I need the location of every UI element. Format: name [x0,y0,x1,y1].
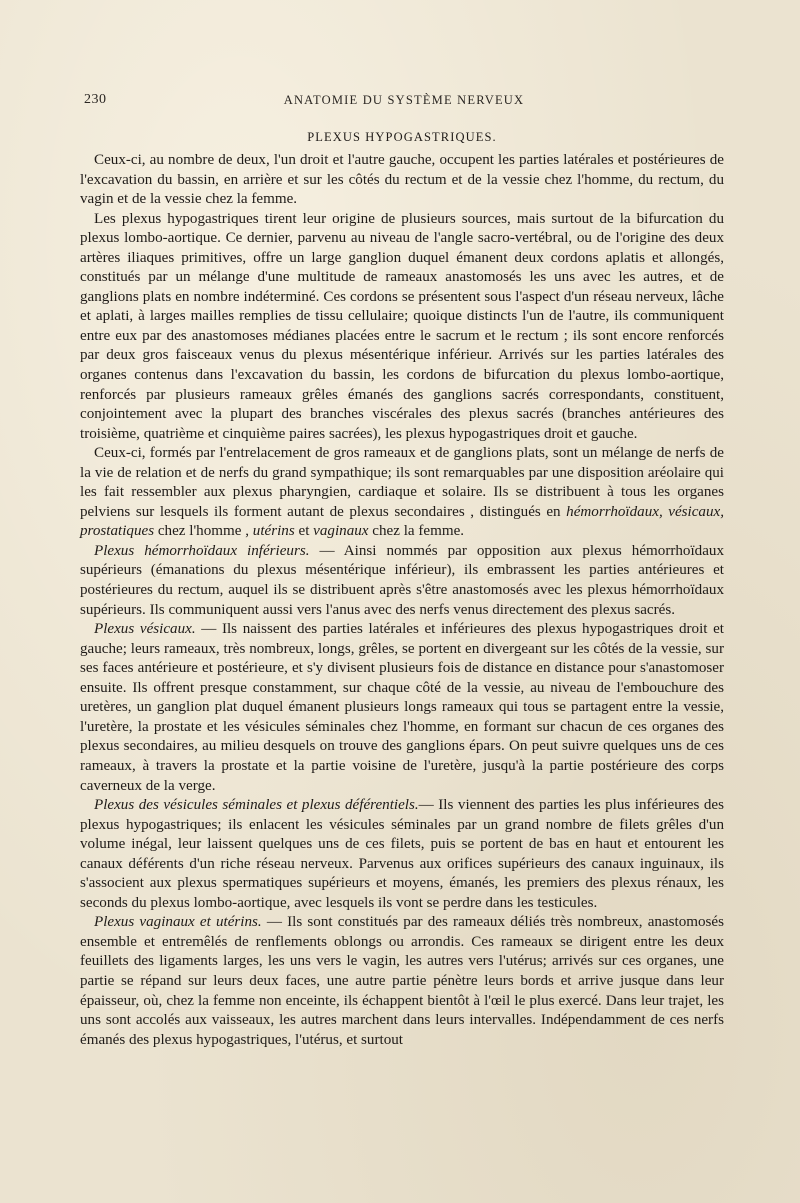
body-text [80,128,724,1050]
paragraph-text: — Ils naissent des parties latérales et inférieures des plexus hypogastriques droit et gauche; leurs rameaux, très nombreux, longs, grêles, se portent en divergeant sur les côtés de la vessie, sur ses faces antérieure et postérieure, et s'y divisent plusieurs fois de distance en distance pour s'anastomoser ensuite. Ils offrent presque constamment, sur chaque côté de la vessie, au niveau de l'embouchure des uretères, un ganglion plat duquel émanent plusieurs longs rameaux qui tous se partagent entre la vessie, l'uretère, la prostate et les vésicules séminales chez l'homme, en formant sur chacun de ces organes des plexus secondaires, au milieu desquels on trouve des ganglions épars. On peut suivre quelques uns de ces rameaux, à travers la prostate et la partie voisine de l'uretère, jusqu'à la partie postérieure des corps caverneux de la verge. [80,621,724,794]
paragraph-hemorrhoidal [80,542,724,620]
paragraph-vesical [80,620,724,796]
paragraph-text: — Ils viennent des parties les plus inférieures des plexus hypogastriques; ils enlacent les vésicules séminales par un grand nombre de filets grêles d'un volume inégal, leur laissent quelques uns de ces filets, puis se portent de bas en haut et entourent les canaux déférents d'un riche réseau nerveux. Parvenus aux orifices supérieurs des canaux inguinaux, ils s'associent aux plexus spermatiques supérieurs et moyens, émanés, les premiers des plexus rénaux, les seconds du plexus lombo-aortique, avec lesquels ils vont se perdre dans les testicules. [80,797,724,911]
subsection-heading: Plexus vésicaux. [94,621,196,638]
paragraph-text: Ceux-ci, au nombre de deux, l'un droit et l'autre gauche, occupent les parties latérales et postérieures de l'excavation du bassin, en arrière et sur les côtés du rectum et de la vessie chez l'homme, du rectum, du vagin et de la vessie chez la femme. [80,152,724,208]
italic-terms-male: hémorrhoïdaux, vésicaux, prostatiques [80,503,725,540]
paragraph-text: et [294,523,314,540]
paragraph-text: chez l'homme , [154,523,253,540]
italic-term-uterins: utérins [252,523,295,540]
subsection-heading: Plexus hémorrhoïdaux inférieurs. [94,542,310,559]
paragraph-intro [80,151,724,210]
paragraph-text: — Ainsi nommés par opposition aux plexus hémorrhoïdaux supérieurs (émanations du plexus mésentérique inférieur), ils embrassent les parties antérieures et postérieures du rectum, auquel ils se distribuent après s'être anastomosés avec les plexus hémorrhoïdaux supérieurs. Ils communiquent aussi vers l'anus avec des nerfs venus directement des plexus sacrés. [80,542,725,618]
paragraph-seminal [80,796,724,913]
subsection-heading: Plexus vaginaux et utérins. [94,914,262,931]
paragraph-structure [80,444,724,542]
paragraph-vaginal-uterine [80,913,724,1050]
paragraph-origin [80,210,724,445]
page-header [84,92,724,110]
page-number: 230 [84,92,107,107]
running-head: ANATOMIE DU SYSTÈME NERVEUX [283,93,525,107]
section-title: PLEXUS HYPOGASTRIQUES. [307,130,497,144]
paragraph-text: Ceux-ci, formés par l'entrelacement de gros rameaux et de ganglions plats, sont un mélange de nerfs de la vie de relation et de nerfs du grand sympathique; ils sont remarquables par une disposition aréolaire qui les fait ressembler aux plexus pharyngien, cardiaque et solaire. Ils se distribuent à tous les organes pelviens sur lesquels ils forment autant de plexus secondaires , distingués en [80,445,724,520]
paragraph-text: Les plexus hypogastriques tirent leur origine de plusieurs sources, mais surtout de la bifurcation du plexus lombo-aortique. Ce dernier, parvenu au niveau de l'angle sacro-vertébral, ou de l'origine des deux artères iliaques primitives, offre un large ganglion duquel émanent deux cordons aplatis et allongés, constitués par un mélange d'une multitude de rameaux anastomosés les uns avec les autres, et de ganglions plats en nombre indéterminé. Ces cordons se présentent sous l'aspect d'un réseau nerveux, lâche et aplati, à larges mailles remplies de tissu cellulaire; quoique distincts l'un de l'autre, ils communiquent entre eux par des anastomoses médianes placées entre le sacrum et le rectum ; ils sont encore renforcés par deux gros faisceaux venus du plexus mésentérique inférieur. Arrivés sur les parties latérales des organes contenus dans l'excavation du bassin, les cordons de bifurcation du plexus lombo-aortique, renforcés par plusieurs rameaux grêles émanés des ganglions sacrés correspondants, constituent, conjointement avec la plupart des branches viscérales des plexus sacrés (branches antérieures des troisième, quatrième et cinquième paires sacrées), les plexus hypogastriques droit et gauche. [80,210,724,442]
subsection-heading: Plexus des vésicules séminales et plexus déférentiels. [94,797,419,814]
italic-term-vaginaux: vaginaux [313,523,369,540]
paragraph-text: — Ils sont constitués par des rameaux déliés très nombreux, anastomosés ensemble et entremêlés de renflements oblongs ou arrondis. Ces rameaux se dirigent entre les deux feuillets des ligaments larges, les uns vers le vagin, les autres vers l'utérus; arrivés sur ces organes, une partie se répand sur leurs deux faces, une autre partie pénètre leurs bords et arrive jusque dans leur épaisseur, où, chez la femme non enceinte, ils échappent bientôt à l'œil le plus exercé. Dans leur trajet, les uns sont accolés aux vaisseaux, les autres marchent dans leurs intervalles. Indépendamment de ces nerfs émanés des plexus hypogastriques, l'utérus, et surtout [80,914,725,1048]
paragraph-text: chez la femme. [368,523,465,540]
